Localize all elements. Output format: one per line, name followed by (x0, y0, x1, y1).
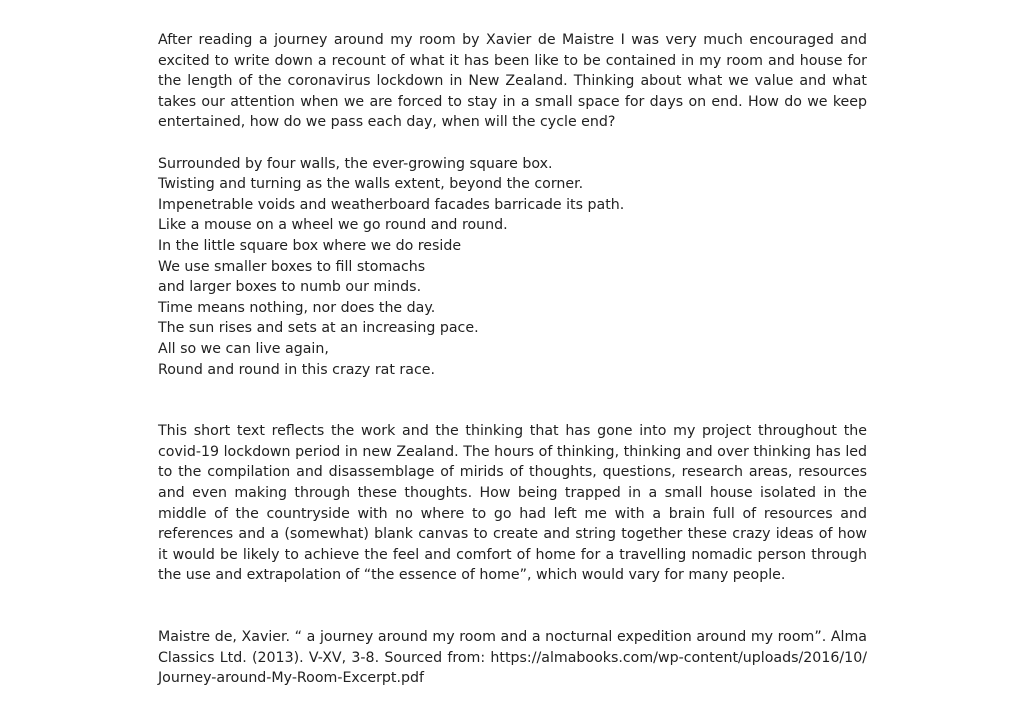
citation-line-2: Classics Ltd. (2013). V-XV, 3-8. Sourced from: https://almabooks.com/wp-content/uploads/2016/10/ (158, 649, 867, 666)
poem-line: Like a mouse on a wheel we go round and round. (158, 217, 508, 234)
poem-line: Twisting and turning as the walls extent, beyond the corner. (158, 176, 584, 193)
poem-line: Time means nothing, nor does the day. (158, 299, 436, 316)
poem-line: All so we can live again, (158, 340, 329, 357)
intro-paragraph: After reading a journey around my room by Xavier de Maistre I was very much encouraged and excited to write down a recount of what it has been like to be contained in my room and house for the length of the coronavirus lockdown in New Zealand. Thinking about what we value and what takes our attention when we are forced to stay in a small space for days on end. How do we keep entertained, how do we pass each day, when will the cycle end? (158, 32, 867, 131)
citation-line-3: Journey-around-My-Room-Excerpt.pdf (158, 670, 425, 687)
poem-line: Surrounded by four walls, the ever-growing square box. (158, 155, 553, 172)
citation (158, 627, 867, 689)
poem-line: In the little square box where we do reside (158, 237, 462, 254)
poem (158, 154, 867, 381)
citation-line-1: Maistre de, Xavier. “ a journey around my room and a nocturnal expedition around my room”. Alma (158, 629, 867, 646)
poem-line: Round and round in this crazy rat race. (158, 361, 435, 378)
poem-line: Impenetrable voids and weatherboard facades barricade its path. (158, 196, 625, 213)
poem-line: and larger boxes to numb our minds. (158, 279, 422, 296)
reflection-paragraph: This short text reflects the work and the thinking that has gone into my project throughout the covid-19 lockdown period in new Zealand. The hours of thinking, thinking and over thinking has led to the compilation and disassemblage of mirids of thoughts, questions, research areas, resources and even making through these thoughts. How being trapped in a small house isolated in the middle of the countryside with no where to go had left me with a brain full of resources and references and a (somewhat) blank canvas to create and string together these crazy ideas of how it would be likely to achieve the feel and comfort of home for a travelling nomadic person through the use and extrapolation of “the essence of home”, which would vary for many people. (158, 423, 867, 584)
poem-line: We use smaller boxes to fill stomachs (158, 258, 426, 275)
poem-line: The sun rises and sets at an increasing pace. (158, 320, 479, 337)
document-page (158, 30, 867, 689)
